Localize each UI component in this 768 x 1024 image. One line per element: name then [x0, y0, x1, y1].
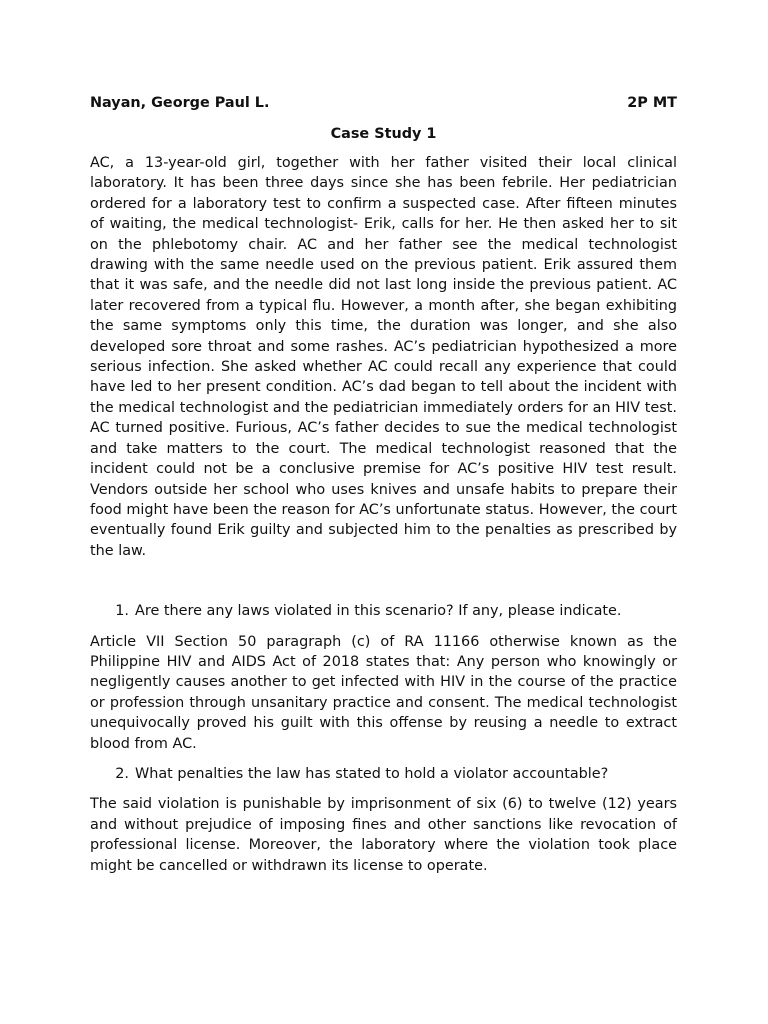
- question-text: Are there any laws violated in this scenario? If any, please indicate.: [135, 603, 622, 620]
- answer-paragraph: Article VII Section 50 paragraph (c) of RA 11166 otherwise known as the Philippine HIV and AIDS Act of 2018 states that: Any person who knowingly or negligently causes another to get infected with HIV in the course of the practice or profession through unsanitary practice and consent. The medical technologist unequivocally proved his guilt with this offense by reusing a needle to extract blood from AC.: [90, 633, 677, 752]
- question-text: What penalties the law has stated to hold a violator accountable?: [135, 765, 609, 782]
- author-name: Nayan, George Paul L.: [90, 95, 270, 111]
- answer-paragraph: The said violation is punishable by imprisonment of six (6) to twelve (12) years and without prejudice of imposing fines and other sanctions like revocation of professional license. Moreover, the laboratory where the violation took place might be cancelled or withdrawn its license to operate.: [90, 796, 677, 874]
- document-header: [90, 92, 677, 114]
- section-label: 2P MT: [627, 95, 677, 111]
- question-item: [90, 601, 677, 621]
- question-number: 2.: [115, 765, 129, 782]
- document-page: [90, 92, 677, 876]
- document-title: Case Study 1: [330, 126, 437, 142]
- question-number: 1.: [115, 603, 129, 620]
- question-item: [90, 764, 677, 784]
- case-narrative: AC, a 13-year-old girl, together with her father visited their local clinical laboratory. It has been three days since she has been febrile. Her pediatrician ordered for a laboratory test to confirm a suspected case. After fifteen minutes of waiting, the medical technologist- Erik, calls for her. He then asked her to sit on the phlebotomy chair. AC and her father see the medical technologist drawing with the same needle used on the previous patient. Erik assured them that it was safe, and the needle did not last long inside the previous patient. AC later recovered from a typical flu. However, a month after, she began exhibiting the same symptoms only this time, the duration was longer, and she also developed sore throat and some rashes. AC’s pediatrician hypothesized a more serious infection. She asked whether AC could recall any experience that could have led to her present condition. AC’s dad began to tell about the incident with the medical technologist and the pediatrician immediately orders for an HIV test. AC turned positive. Furious, AC’s father decides to sue the medical technologist and take matters to the court. The medical technologist reasoned that the incident could not be a conclusive premise for AC’s positive HIV test result. Vendors outside her school who uses knives and unsafe habits to prepare their food might have been the reason for AC’s unfortunate status. However, the court eventually found Erik guilty and subjected him to the penalties as prescribed by the law.: [90, 155, 677, 559]
